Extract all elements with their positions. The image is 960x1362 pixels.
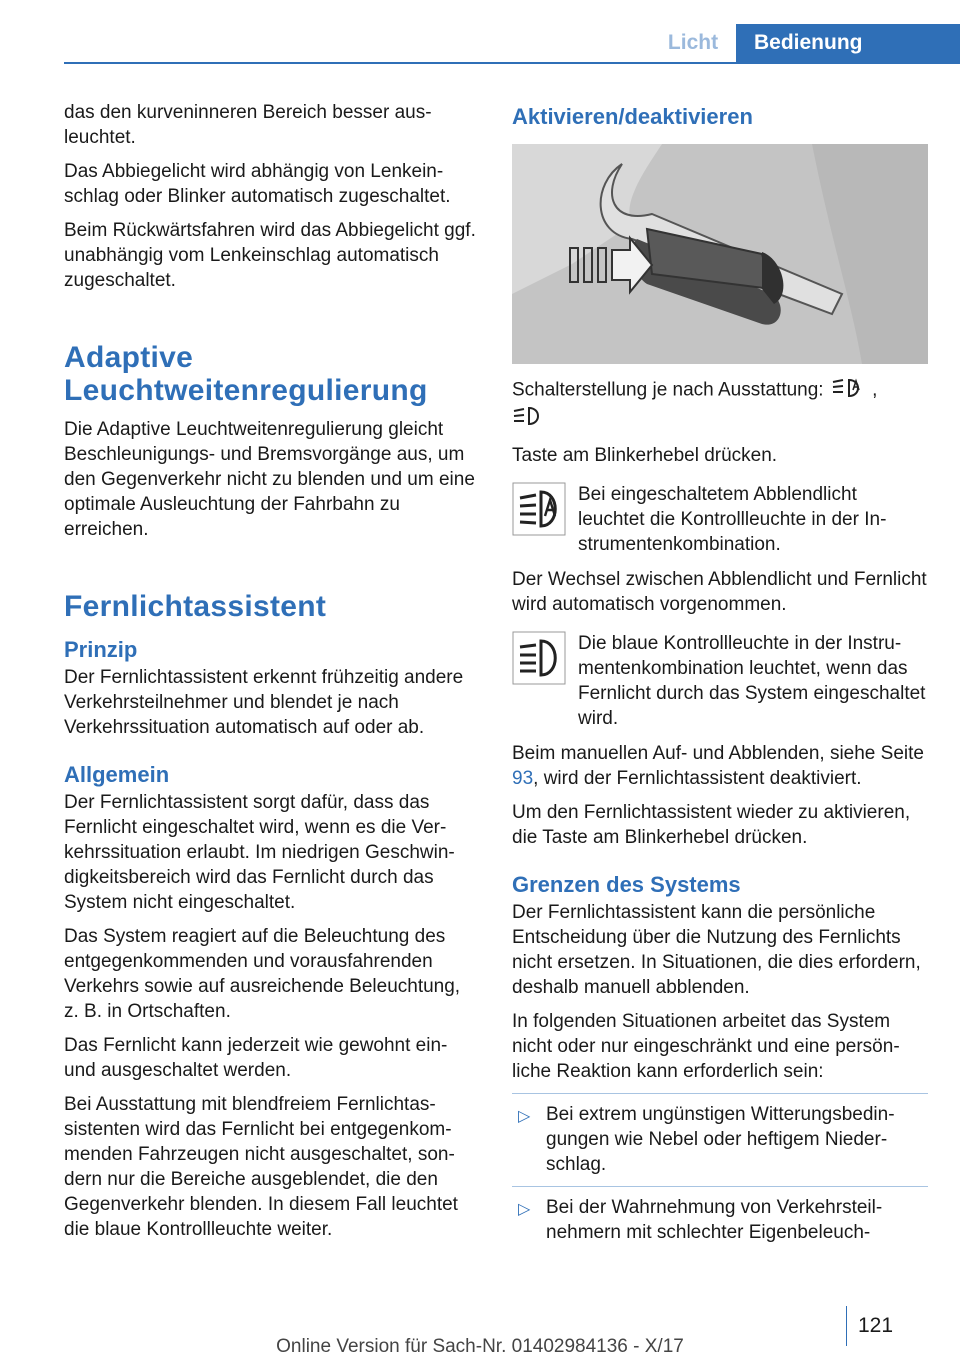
paragraph: Das Abbiegelicht wird abhängig von Lenkeinschlag oder Blinker automatisch zugeschaltet.: [64, 161, 451, 207]
heading-fernlichtassistent: Fernlichtassistent: [64, 590, 327, 623]
list-divider: [512, 1093, 928, 1094]
heading-grenzen: Grenzen des Systems: [512, 872, 741, 897]
list-item-text: Bei der Wahrnehmung von Verkehrsteilnehmern mit schlechter Eigenbeleuch-: [546, 1197, 883, 1243]
limitations-list: [512, 1102, 928, 1245]
schalter-text: Schalterstellung je nach Ausstattung:: [512, 379, 824, 401]
bullet-triangle-icon: ▷: [518, 1201, 531, 1218]
paragraph: Der Wechsel zwischen Abblendlicht und Fernlicht wird automatisch vorgenommen.: [512, 569, 927, 615]
list-item-text: Bei extrem ungünstigen Witterungsbedingungen wie Nebel oder heftigem Niederschlag.: [546, 1104, 895, 1175]
paragraph: Das Fernlicht kann jederzeit wie gewohnt ein- und ausgeschaltet werden.: [64, 1035, 448, 1081]
comma-text: ,: [872, 379, 878, 401]
paragraph: Der Fernlichtassistent sorgt dafür, dass das Fernlicht eingeschaltet wird, wenn es die Verkehrssituation erlaubt. Im niedrigen Geschwindigkeitsbereich wird das Fernlicht durch das System nicht eingeschaltet.: [64, 792, 455, 913]
paragraph: Beim Rückwärtsfahren wird das Abbiegelicht ggf. unabhängig vom Lenkeinschlag automatisch zugeschaltet.: [64, 220, 476, 291]
paragraph: das den kurveninneren Bereich besser ausleuchtet.: [64, 102, 432, 148]
heading-prinzip: Prinzip: [64, 637, 138, 662]
page-number: 121: [858, 1314, 894, 1337]
note-abblendlicht: [512, 482, 928, 557]
paragraph: Bei Ausstattung mit blendfreiem Fernlichtassistenten wird das Fernlicht bei entgegenkommenden Fahrzeugen nicht ausgeschaltet, sondern nur die Bereiche ausgeblendet, die den Gegenverkehr blenden. In diesem Fall leuchtet die blaue Kontrollleuchte weiter.: [64, 1094, 458, 1240]
high-beam-indicator-icon: [512, 631, 566, 685]
paragraph-schalterstellung: [512, 376, 928, 434]
page-link-93[interactable]: 93: [512, 768, 534, 789]
high-beam-icon: [512, 405, 542, 434]
paragraph: In folgenden Situationen arbeitet das System nicht oder nur eingeschränkt und eine persönliche Reaktion kann erforderlich sein:: [512, 1011, 900, 1082]
note-fernlicht: [512, 631, 928, 731]
high-beam-assistant-icon: [829, 376, 867, 405]
heading-aktivieren: Aktivieren/deaktivieren: [512, 104, 753, 129]
manuell-text-a: Beim manuellen Auf- und Abblenden, siehe Seite: [512, 743, 924, 764]
note-text: Die blaue Kontrollleuchte in der Instrumentenkombination leuchtet, wenn das Fernlicht durch das System eingeschaltet wird.: [578, 633, 926, 729]
high-beam-assistant-indicator-icon: [512, 482, 566, 536]
paragraph-manuell: [512, 741, 928, 791]
online-version-footer: Online Version für Sach-Nr. 01402984136 - X/17: [276, 1336, 684, 1357]
bullet-triangle-icon: ▷: [518, 1108, 531, 1125]
tab-bedienung[interactable]: Bedienung: [736, 24, 960, 62]
paragraph: Um den Fernlichtassistent wieder zu aktivieren, die Taste am Blinkerhebel drücken.: [512, 802, 911, 848]
heading-adaptive: Adaptive Leuchtweitenregulierung: [64, 341, 428, 407]
note-text: Bei eingeschaltetem Abblendlicht leuchtet die Kontrollleuchte in der Instrumentenkombination.: [578, 484, 887, 555]
paragraph: Der Fernlichtassistent kann die persönliche Entscheidung über die Nutzung des Fernlichts nicht ersetzen. In Situationen, die dies erfordern, deshalb manuell abblenden.: [512, 902, 921, 998]
paragraph: Taste am Blinkerhebel drücken.: [512, 445, 778, 466]
list-item: [512, 1102, 928, 1177]
list-item: [512, 1195, 928, 1245]
turn-signal-lever-image: [512, 144, 928, 364]
manuell-text-b: , wird der Fernlichtassistent deaktiviert.: [533, 768, 862, 789]
paragraph: Das System reagiert auf die Beleuchtung des entgegenkommenden und vorausfahrenden Verkehrs sowie auf ausreichende Beleuchtung, z. B. in Ortschaften.: [64, 926, 461, 1022]
list-divider: [512, 1186, 928, 1187]
tab-licht[interactable]: Licht: [667, 31, 719, 54]
heading-allgemein: Allgemein: [64, 762, 170, 787]
paragraph: Die Adaptive Leuchtweitenregulierung gleicht Beschleunigungs- und Bremsvorgänge aus, um den Gegenverkehr nicht zu blenden und um eine optimale Ausleuchtung der Fahrbahn zu erreichen.: [64, 419, 475, 540]
right-column: [512, 100, 928, 1254]
paragraph: Der Fernlichtassistent erkennt frühzeitig andere Verkehrsteilnehmer und blendet je nach Verkehrssituation automatisch auf oder ab.: [64, 667, 464, 738]
header-rule: [64, 62, 960, 64]
left-column: [64, 100, 476, 1251]
